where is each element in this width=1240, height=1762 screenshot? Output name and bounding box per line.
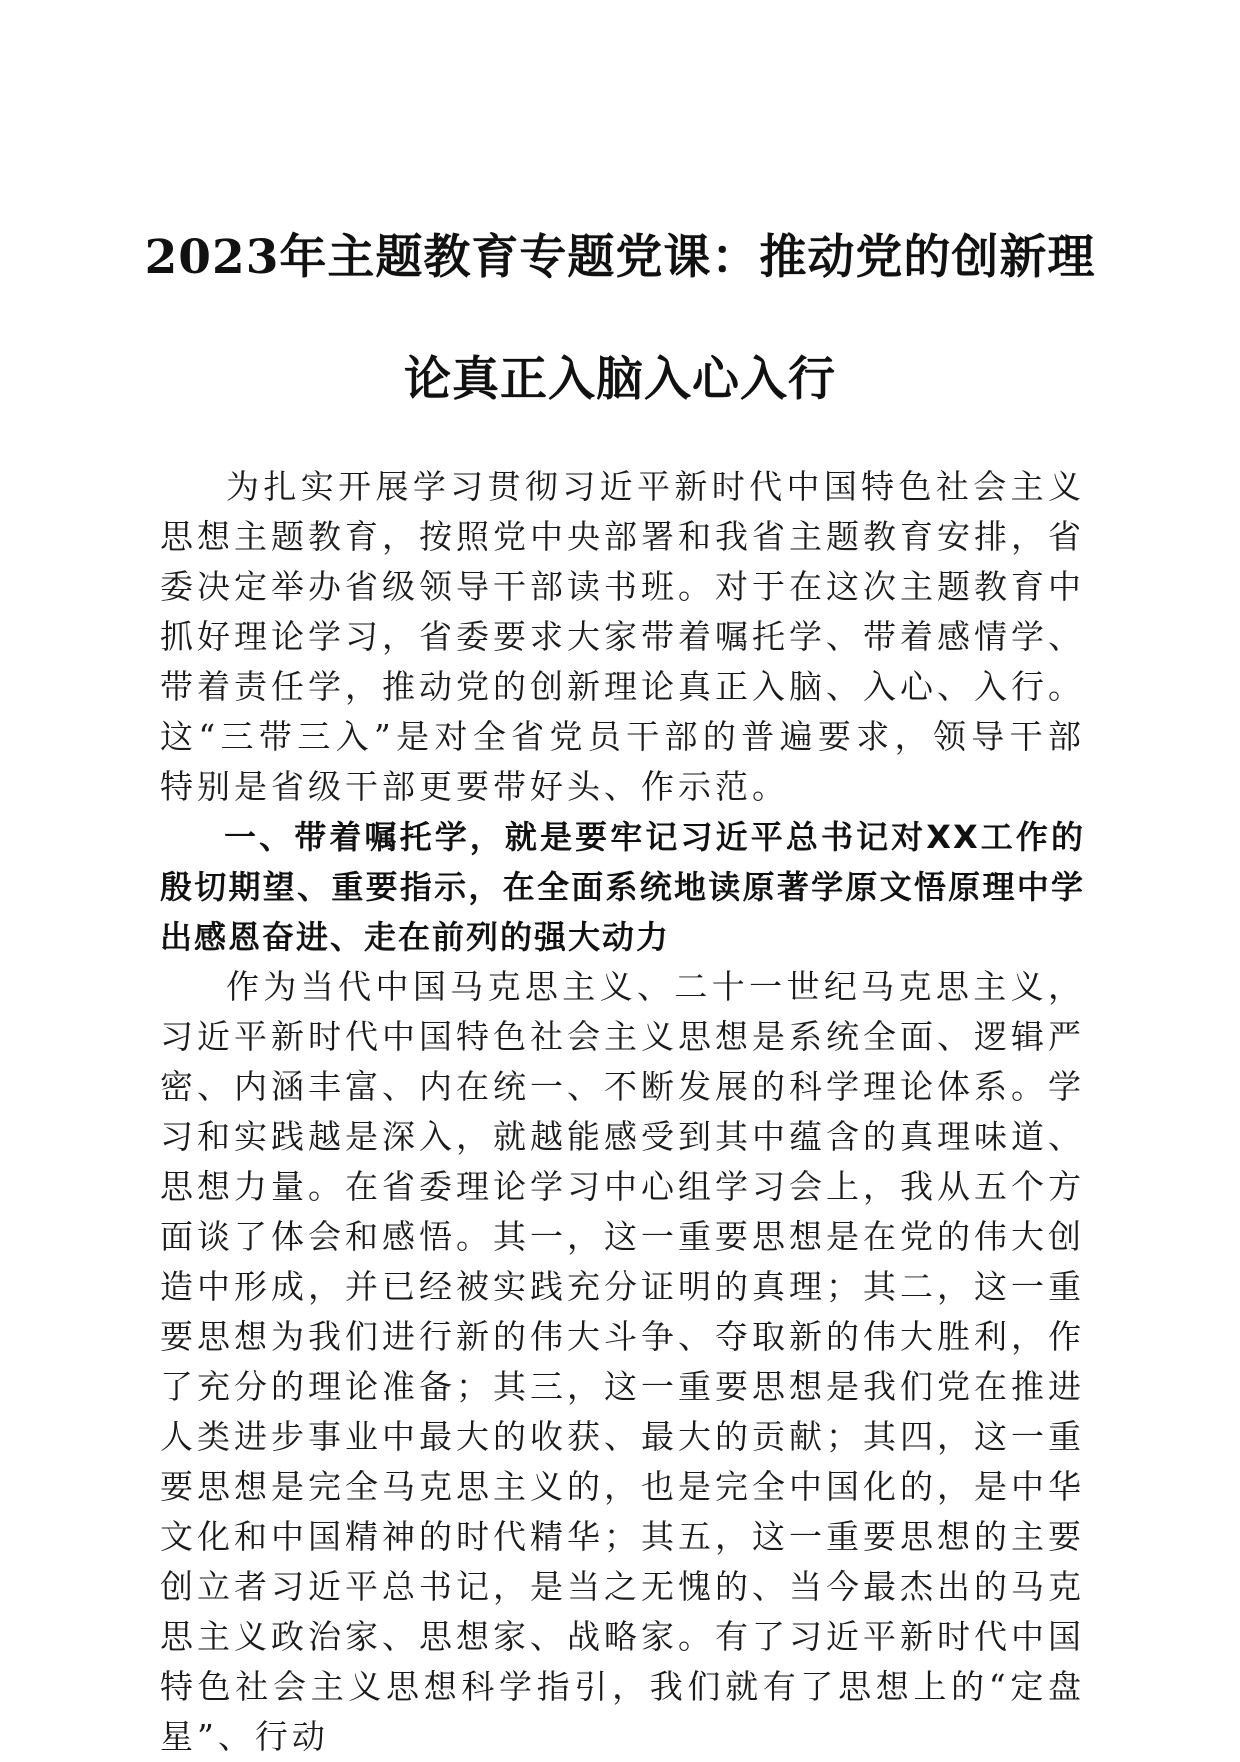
section-heading-1: 一、带着嘱托学，就是要牢记习近平总书记对XX工作的殷切期望、重要指示，在全面系统地读原著学原文悟原理中学出感恩奋进、走在前列的强大动力: [160, 818, 1085, 956]
document-title-line-1: 2023年主题教育专题党课：推动党的创新理: [144, 230, 1096, 285]
document-title-line-2: 论真正入脑入心入行: [404, 352, 836, 407]
intro-paragraph: 为扎实开展学习贯彻习近平新时代中国特色社会主义思想主题教育，按照党中央部署和我省主题教育安排，省委决定举办省级领导干部读书班。对于在这次主题教育中抓好理论学习，省委要求大家带着嘱托学、带着感情学、带着责任学，推动党的创新理论真正入脑、入心、入行。这“三带三入”是对全省党员干部的普遍要求，领导干部特别是省级干部更要带好头、作示范。: [160, 467, 1085, 806]
document-body: [160, 462, 1085, 1762]
section-1-paragraph: 作为当代中国马克思主义、二十一世纪马克思主义，习近平新时代中国特色社会主义思想是系统全面、逻辑严密、内涵丰富、内在统一、不断发展的科学理论体系。学习和实践越是深入，就越能感受到其中蕴含的真理味道、思想力量。在省委理论学习中心组学习会上，我从五个方面谈了体会和感悟。其一，这一重要思想是在党的伟大创造中形成，并已经被实践充分证明的真理；其二，这一重要思想为我们进行新的伟大斗争、夺取新的伟大胜利，作了充分的理论准备；其三，这一重要思想是我们党在推进人类进步事业中最大的收获、最大的贡献；其四，这一重要思想是完全马克思主义的，也是完全中国化的，是中华文化和中国精神的时代精华；其五，这一重要思想的主要创立者习近平总书记，是当之无愧的、当今最杰出的马克思主义政治家、思想家、战略家。有了习近平新时代中国特色社会主义思想科学指引，我们就有了思想上的“定盘星”、行动: [160, 967, 1085, 1756]
